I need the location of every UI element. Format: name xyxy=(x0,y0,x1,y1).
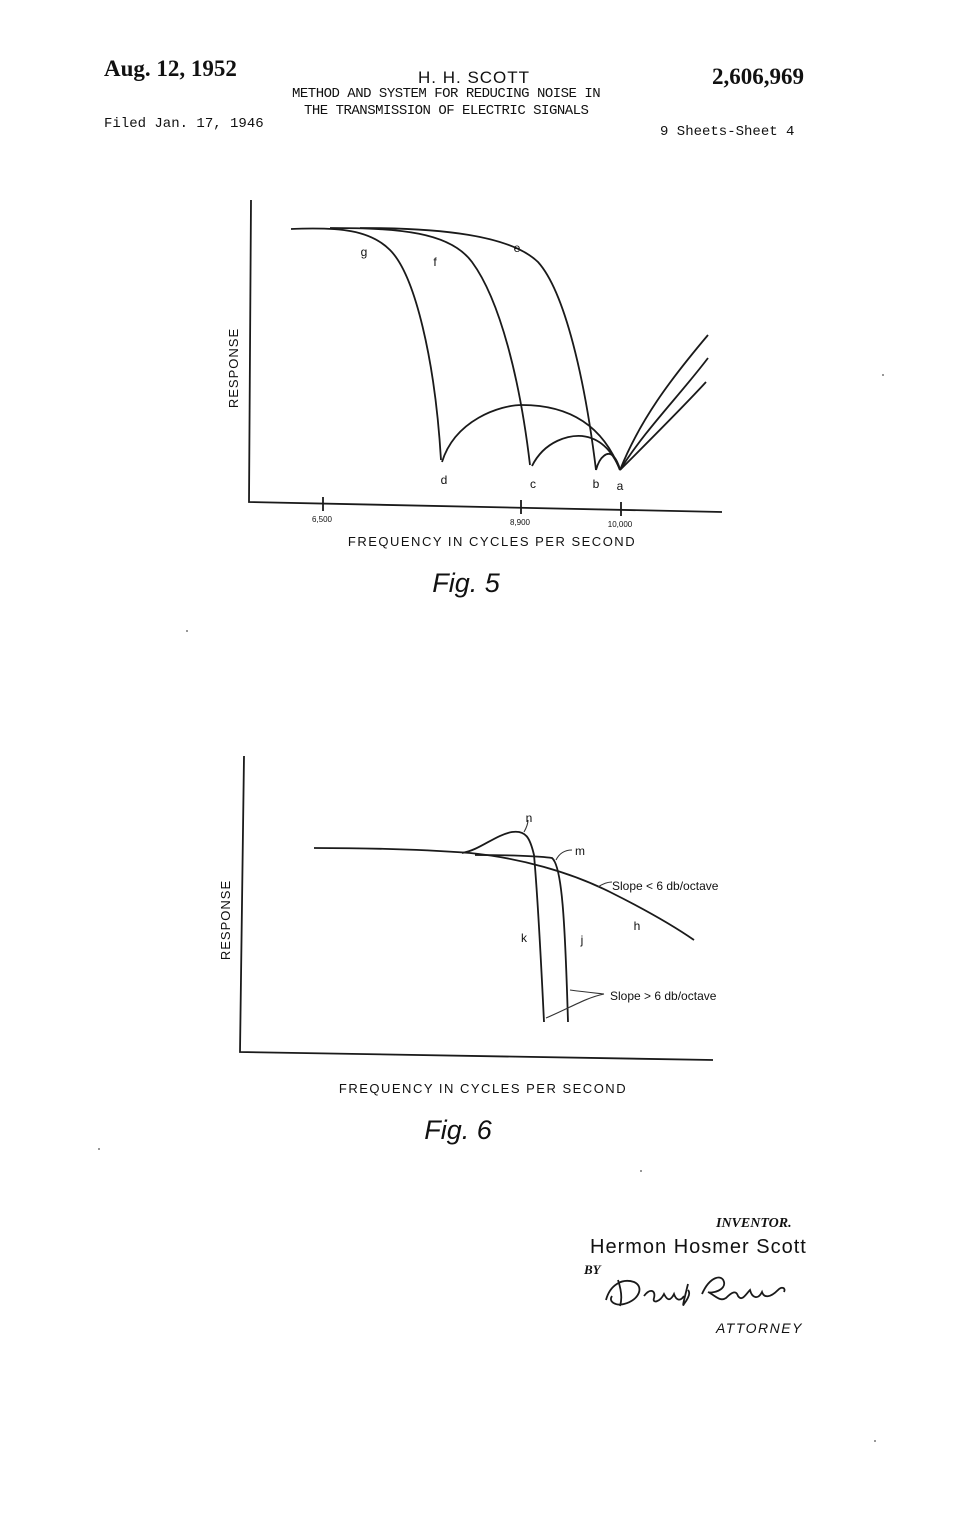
patent-title-line1: METHOD AND SYSTEM FOR REDUCING NOISE IN xyxy=(292,86,601,102)
fig5-tick-6500: 6,500 xyxy=(311,515,333,524)
fig5-label-d: d xyxy=(440,473,448,487)
attorney-signature xyxy=(606,1278,785,1306)
fig5-tick-10000: 10,000 xyxy=(607,520,633,529)
fig6-xlabel: FREQUENCY IN CYCLES PER SECOND xyxy=(338,1081,628,1096)
fig6-label-h: h xyxy=(633,919,641,933)
inventor-header: H. H. SCOTT xyxy=(418,68,531,87)
fig6-caption: Fig. 6 xyxy=(424,1115,492,1145)
fig5-caption: Fig. 5 xyxy=(432,568,500,598)
scan-speck xyxy=(186,630,188,632)
fig6-curve-n-k xyxy=(462,832,544,1022)
scan-speck xyxy=(882,374,884,376)
fig6-ylabel: RESPONSE xyxy=(218,879,233,961)
scan-speck xyxy=(874,1440,876,1442)
inventor-label: INVENTOR. xyxy=(716,1216,792,1231)
fig5-label-c: c xyxy=(530,477,536,491)
patent-number: 2,606,969 xyxy=(712,64,804,89)
fig5-axes xyxy=(249,200,722,512)
fig6-label-m: m xyxy=(575,844,585,858)
fig6-label-n: n xyxy=(525,811,533,825)
fig5-ylabel: RESPONSE xyxy=(226,327,241,409)
patent-date: Aug. 12, 1952 xyxy=(104,56,237,81)
signature-stroke-1 xyxy=(606,1280,689,1306)
fig6-leader-lower-2 xyxy=(570,990,604,994)
sheet-count: 9 Sheets-Sheet 4 xyxy=(660,124,795,140)
fig5-label-a: a xyxy=(616,479,624,493)
scan-speck xyxy=(98,1148,100,1150)
fig5-curve-e xyxy=(360,228,596,470)
by-label: BY xyxy=(584,1262,601,1277)
inventor-name: Hermon Hosmer Scott xyxy=(590,1236,807,1258)
fig5-xlabel: FREQUENCY IN CYCLES PER SECOND xyxy=(347,534,637,549)
signature-stroke-2 xyxy=(702,1278,785,1300)
fig6-label-j: j xyxy=(580,933,584,947)
fig5-curve-f xyxy=(330,228,530,465)
fig5-rise-3 xyxy=(620,382,706,470)
fig6-annotation-upper: Slope < 6 db/octave xyxy=(612,879,719,893)
fig5-rise-2 xyxy=(620,358,708,470)
fig6-leader-m xyxy=(556,850,572,860)
fig5-label-g: g xyxy=(360,245,368,259)
fig6 xyxy=(218,756,719,1145)
fig6-leader-upper xyxy=(598,882,612,887)
fig5-curve-d xyxy=(442,405,620,470)
fig5-label-b: b xyxy=(592,477,600,491)
patent-title-line2: THE TRANSMISSION OF ELECTRIC SIGNALS xyxy=(304,103,589,119)
fig6-leader-lower-1 xyxy=(546,994,604,1018)
fig6-annotation-lower: Slope > 6 db/octave xyxy=(610,989,717,1003)
fig5-curve-g xyxy=(291,228,441,460)
fig5-curve-c xyxy=(532,436,620,470)
attorney-label: ATTORNEY xyxy=(716,1320,803,1336)
fig5 xyxy=(226,200,722,598)
fig5-tick-8900: 8,900 xyxy=(509,518,531,527)
fig5-label-e: e xyxy=(513,241,521,255)
filed-date: Filed Jan. 17, 1946 xyxy=(104,116,264,132)
fig6-label-k: k xyxy=(521,931,527,945)
fig5-label-f: f xyxy=(433,255,437,269)
scan-speck xyxy=(640,1170,642,1172)
